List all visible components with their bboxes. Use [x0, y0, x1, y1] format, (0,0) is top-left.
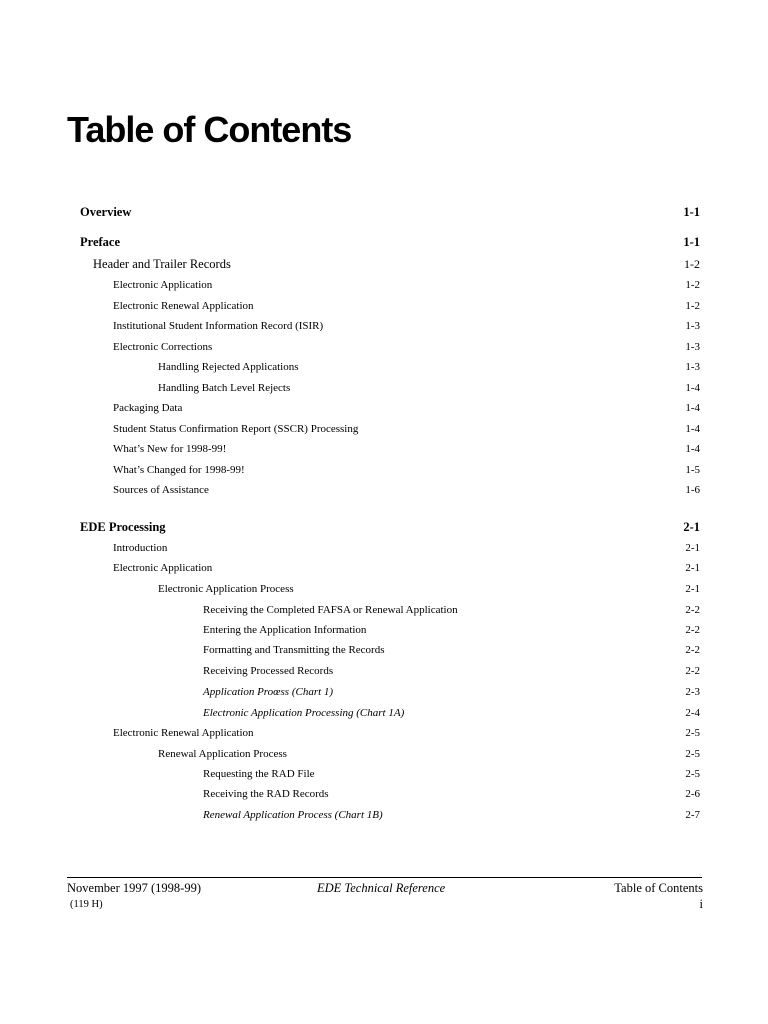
toc-entry[interactable] [0, 254, 768, 274]
footer-date: November 1997 (1998-99) [67, 881, 201, 895]
toc-entry[interactable] [0, 316, 768, 336]
toc-entry[interactable] [0, 439, 768, 459]
toc-entry[interactable] [0, 805, 768, 825]
page-title: Table of Contents [67, 109, 352, 150]
toc-entry-page-number: 2-5 [685, 748, 700, 760]
toc-entry-title: Student Status Confirmation Report (SSCR) Processing [113, 423, 359, 435]
toc-entry-title: Renewal Application Process [158, 748, 287, 760]
toc-entry-page-number: 2-7 [685, 809, 700, 821]
toc-entry-title: EDE Processing [80, 520, 166, 534]
toc-entry[interactable] [0, 378, 768, 398]
toc-entry[interactable] [0, 682, 768, 702]
toc-entry[interactable] [0, 460, 768, 480]
toc-entry-title: Electronic Application [113, 279, 213, 291]
toc-entry[interactable] [0, 558, 768, 578]
toc-entry-page-number: 1-2 [684, 257, 700, 271]
toc-entry[interactable] [0, 357, 768, 377]
toc-entry-page-number: 1-3 [685, 341, 700, 353]
toc-entry-page-number: 1-6 [685, 484, 700, 496]
toc-entry-page-number: 1-1 [683, 235, 700, 249]
toc-entry-page-number: 2-5 [685, 768, 700, 780]
toc-entry-title: Electronic Renewal Application [113, 300, 254, 312]
toc-entry-page-number: 1-1 [683, 205, 700, 219]
toc-entry[interactable] [0, 202, 768, 222]
toc-entry-page-number: 1-4 [685, 382, 700, 394]
toc-entry-page-number: 2-1 [685, 583, 700, 595]
toc-entry-title: Institutional Student Information Record (ISIR) [113, 320, 324, 332]
toc-entry-title: Formatting and Transmitting the Records [203, 644, 385, 656]
footer-document-title: EDE Technical Reference [317, 881, 446, 895]
toc-entry-page-number: 2-2 [685, 624, 700, 636]
toc-entry[interactable] [0, 296, 768, 316]
toc-entry-page-number: 1-3 [685, 361, 700, 373]
footer-document-code: (119 H) [70, 899, 103, 910]
toc-entry[interactable] [0, 661, 768, 681]
toc-entry-title: Electronic Application [113, 562, 213, 574]
toc-entry[interactable] [0, 723, 768, 743]
toc-entry-title: Preface [80, 235, 121, 249]
toc-entry-page-number: 2-5 [685, 727, 700, 739]
toc-entry[interactable] [0, 600, 768, 620]
toc-entry[interactable] [0, 275, 768, 295]
toc-entry-title: Electronic Application Process [158, 583, 294, 595]
toc-entry[interactable] [0, 744, 768, 764]
toc-entry-title: Overview [80, 205, 132, 219]
toc-entry-title: Header and Trailer Records [93, 257, 231, 271]
toc-entry-page-number: 1-4 [685, 443, 700, 455]
toc-entry-page-number: 2-2 [685, 644, 700, 656]
toc-entry-title: Requesting the RAD File [203, 768, 315, 780]
toc-entry[interactable] [0, 640, 768, 660]
toc-entry-title: Application Proœss (Chart 1) [203, 686, 334, 698]
toc-entry[interactable] [0, 517, 768, 537]
toc-entry-title: What’s Changed for 1998-99! [113, 464, 245, 476]
toc-entry-title: Handling Rejected Applications [158, 361, 299, 373]
toc-entry-page-number: 1-3 [685, 320, 700, 332]
toc-entry-page-number: 2-1 [683, 520, 700, 534]
toc-entry-title: Entering the Application Information [203, 624, 367, 636]
toc-entry[interactable] [0, 538, 768, 558]
toc-entry[interactable] [0, 784, 768, 804]
toc-entry-title: Sources of Assistance [113, 484, 209, 496]
toc-entry[interactable] [0, 419, 768, 439]
toc-entry-title: Receiving the Completed FAFSA or Renewal Application [203, 604, 458, 616]
toc-entry-page-number: 2-6 [685, 788, 700, 800]
toc-entry[interactable] [0, 480, 768, 500]
toc-entry-page-number: 1-5 [685, 464, 700, 476]
toc-entry[interactable] [0, 232, 768, 252]
toc-entry-title: What’s New for 1998-99! [113, 443, 227, 455]
toc-entry-page-number: 1-4 [685, 423, 700, 435]
toc-entry-page-number: 2-2 [685, 604, 700, 616]
footer-divider [67, 877, 702, 878]
toc-entry-title: Receiving the RAD Records [203, 788, 329, 800]
toc-entry-page-number: 1-2 [685, 300, 700, 312]
footer-page-number: i [699, 897, 703, 911]
toc-entry-page-number: 1-2 [685, 279, 700, 291]
toc-entry-title: Packaging Data [113, 402, 183, 414]
toc-entry-page-number: 2-1 [685, 542, 700, 554]
toc-entry-page-number: 2-4 [685, 707, 700, 719]
toc-entry-page-number: 2-3 [685, 686, 700, 698]
toc-entry-title: Introduction [113, 542, 168, 554]
toc-entry[interactable] [0, 703, 768, 723]
toc-entry-title: Renewal Application Process (Chart 1B) [203, 809, 383, 821]
toc-entry[interactable] [0, 764, 768, 784]
toc-entry-page-number: 1-4 [685, 402, 700, 414]
toc-entry-title: Electronic Renewal Application [113, 727, 254, 739]
toc-entry-title: Receiving Processed Records [203, 665, 334, 677]
toc-entry-page-number: 2-2 [685, 665, 700, 677]
footer-section-name: Table of Contents [614, 881, 703, 895]
toc-entry-title: Electronic Corrections [113, 341, 213, 353]
toc-entry-title: Handling Batch Level Rejects [158, 382, 291, 394]
toc-entry-page-number: 2-1 [685, 562, 700, 574]
toc-entry-title: Electronic Application Processing (Chart 1A) [203, 707, 405, 719]
toc-entry[interactable] [0, 579, 768, 599]
toc-entry[interactable] [0, 398, 768, 418]
toc-entry[interactable] [0, 620, 768, 640]
toc-entry[interactable] [0, 337, 768, 357]
